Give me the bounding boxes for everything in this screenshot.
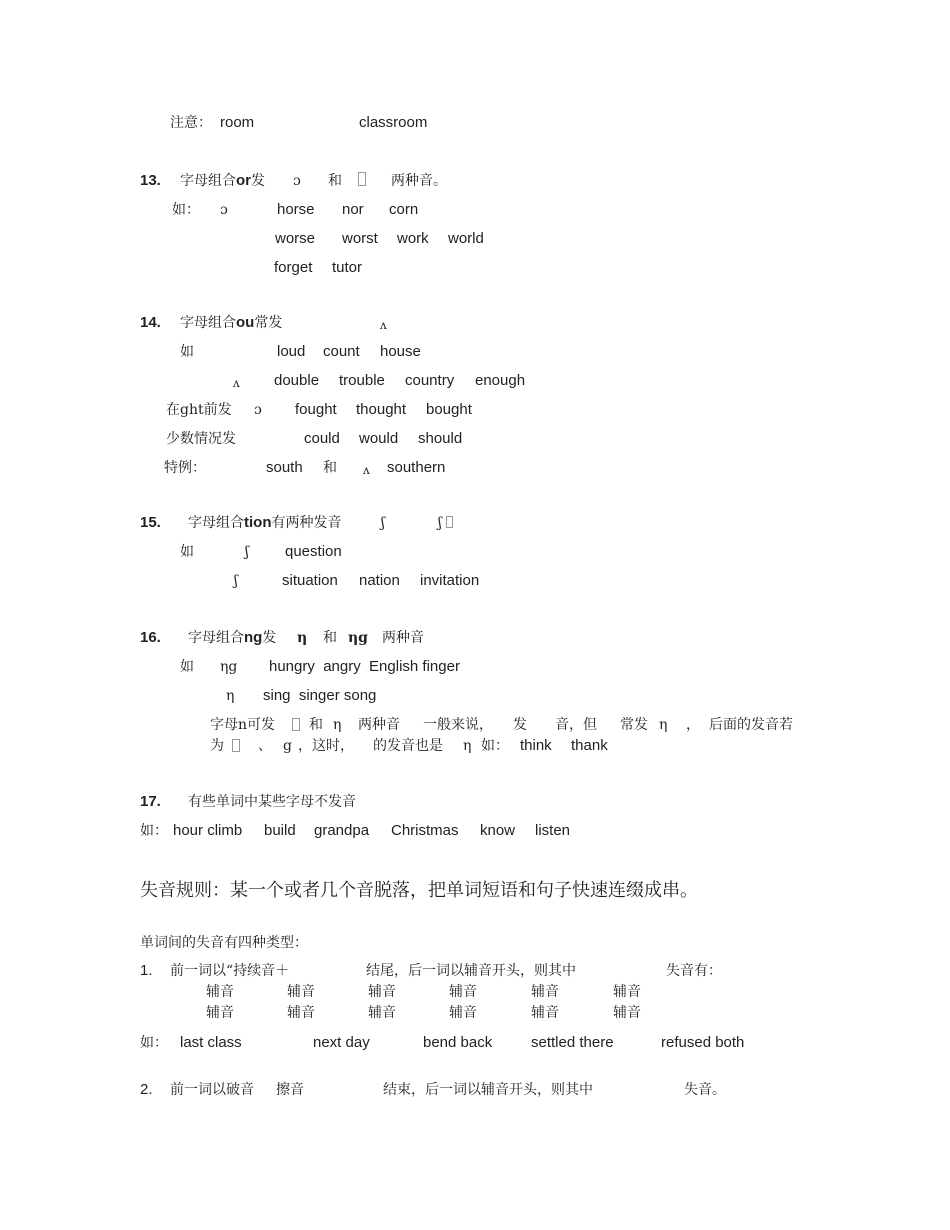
phonetic-symbol: ʌ — [363, 463, 370, 477]
example-label: 如： — [172, 202, 200, 218]
phonetic-symbol: η — [463, 738, 472, 754]
example-word: thank — [571, 737, 608, 754]
section-number: 13. — [140, 172, 161, 189]
note-fragment: ，这时， — [298, 738, 354, 754]
consonant-label: 辅音 — [613, 1005, 641, 1021]
example-word: nation — [359, 572, 400, 589]
rule-label: 特例： — [164, 460, 206, 476]
example-word: country — [405, 372, 455, 389]
and-text: 和 — [323, 460, 337, 476]
example-phrase: next day — [313, 1034, 370, 1051]
phonetic-symbol: ʃ — [438, 515, 442, 531]
note-line: 字母n可发 — [210, 717, 276, 733]
missing-glyph-icon — [446, 516, 453, 528]
note-word: room — [220, 114, 255, 131]
section-number: 17. — [140, 793, 161, 810]
example-word: worst — [342, 230, 378, 247]
example-word: loud — [277, 343, 306, 360]
section-heading-end: 两种音 — [382, 630, 424, 646]
rule-label: 在ght前发 — [166, 402, 232, 418]
example-word: know — [480, 822, 516, 839]
example-word: grandpa — [314, 822, 370, 839]
section-number: 14. — [140, 314, 161, 331]
example-word: think — [520, 737, 552, 754]
example-phrase: last class — [180, 1034, 242, 1051]
section-number: 15. — [140, 514, 161, 531]
example-word: enough — [475, 372, 526, 389]
missing-glyph-icon — [292, 718, 300, 731]
example-label: 如 — [180, 659, 194, 675]
example-label: 如 — [180, 344, 194, 360]
consonant-label: 辅音 — [531, 984, 559, 1000]
section-heading: 字母组合ou常发 — [180, 314, 283, 331]
example-word: situation — [282, 572, 338, 589]
example-word: tutor — [332, 259, 363, 276]
phonetic-symbol: ʌ — [233, 376, 240, 390]
example-word: could — [304, 430, 340, 447]
example-words: sing singer song — [263, 687, 377, 704]
consonant-label: 辅音 — [613, 984, 641, 1000]
note-fragment: 两种音 — [358, 717, 400, 733]
example-words: hungry angry English finger — [269, 658, 460, 675]
note-fragment: 为 — [210, 738, 224, 754]
consonant-label: 辅音 — [206, 984, 234, 1000]
example-word: listen — [535, 822, 571, 839]
example-phrase: refused both — [661, 1034, 745, 1051]
phonetic-symbol: ʃ — [381, 515, 385, 531]
rule-title: 失音规则：某一个或者几个音脱落，把单词短语和句子快速连缀成串。 — [140, 880, 698, 901]
example-word: would — [359, 430, 399, 447]
example-word: corn — [389, 201, 419, 218]
example-word: thought — [356, 401, 407, 418]
consonant-label: 辅音 — [206, 1005, 234, 1021]
note-word: classroom — [359, 114, 428, 131]
example-word: house — [380, 343, 421, 360]
phonetic-symbol: η — [226, 688, 235, 704]
phonetic-symbol: η — [333, 717, 342, 733]
note-fragment: 如： — [481, 738, 509, 754]
item-number: 1. — [140, 962, 153, 979]
phonetic-symbol: η — [659, 717, 668, 733]
example-word: worse — [275, 230, 316, 247]
and-text: 和 — [323, 630, 337, 646]
example-word: forget — [274, 259, 313, 276]
note-fragment: 后面的发音若 — [709, 717, 793, 733]
consonant-label: 辅音 — [287, 984, 315, 1000]
example-word: count — [323, 343, 360, 360]
section-heading: 字母组合ng发 — [188, 629, 277, 646]
consonant-label: 辅音 — [449, 984, 477, 1000]
types-title: 单词间的失音有四种类型： — [140, 935, 308, 951]
example-word: south — [266, 459, 303, 476]
and-text: 和 — [328, 173, 342, 189]
section-heading: 有些单词中某些字母不发音 — [188, 794, 356, 810]
rule-label: 少数情况发 — [166, 431, 236, 447]
item-text: 结尾，后一词以辅音开头，则其中 — [366, 963, 576, 979]
item-text: 前一词以“持续音＋ — [170, 963, 290, 979]
example-phrase: settled there — [531, 1034, 614, 1051]
phonetic-symbol: g — [283, 738, 292, 754]
example-word: fought — [295, 401, 337, 418]
note-fragment: ， — [686, 717, 700, 733]
consonant-label: 辅音 — [531, 1005, 559, 1021]
example-word: should — [418, 430, 463, 447]
example-word: Christmas — [391, 822, 459, 839]
consonant-label: 辅音 — [368, 1005, 396, 1021]
missing-glyph-icon — [358, 172, 366, 186]
example-label: 如： — [140, 1035, 168, 1051]
note-fragment: 、 — [258, 738, 272, 754]
phonetic-symbol: ʃ — [234, 573, 238, 589]
example-word: build — [264, 822, 296, 839]
phonetic-symbol: ʃ — [245, 544, 249, 560]
phonetic-symbol: ɔ — [254, 402, 262, 418]
example-label: 如 — [180, 544, 194, 560]
example-word: nor — [342, 201, 364, 218]
example-word: horse — [277, 201, 315, 218]
item-text: 结束，后一词以辅音开头，则其中 — [383, 1082, 593, 1098]
item-text: 擦音 — [276, 1082, 304, 1098]
example-word: hour climb — [173, 822, 243, 839]
consonant-label: 辅音 — [368, 984, 396, 1000]
example-word: work — [397, 230, 429, 247]
example-word: invitation — [420, 572, 480, 589]
item-number: 2. — [140, 1081, 153, 1098]
note-fragment: 和 — [309, 717, 323, 733]
item-text: 失音有： — [666, 963, 722, 979]
phonetic-symbol: η — [297, 630, 308, 646]
section-heading-end: 两种音。 — [391, 173, 447, 189]
note-label: 注意： — [170, 115, 212, 131]
phonetic-symbol: ʌ — [380, 318, 387, 332]
example-word: southern — [387, 459, 446, 476]
note-fragment: 常发 — [620, 717, 648, 733]
consonant-label: 辅音 — [449, 1005, 477, 1021]
example-label: 如： — [140, 823, 168, 839]
example-phrase: bend back — [423, 1034, 493, 1051]
note-fragment: 一般来说， — [423, 717, 493, 733]
example-word: trouble — [339, 372, 385, 389]
phonetic-symbol: ηg — [220, 659, 238, 675]
note-fragment: 发 — [513, 717, 527, 733]
item-text: 失音。 — [684, 1082, 726, 1098]
consonant-label: 辅音 — [287, 1005, 315, 1021]
missing-glyph-icon — [232, 739, 240, 752]
example-word: bought — [426, 401, 472, 418]
phonetic-symbol: ɔ — [220, 202, 228, 218]
phonetic-symbol: ηg — [348, 630, 368, 646]
phonetic-symbol: ɔ — [293, 173, 301, 189]
note-fragment: 的发音也是 — [373, 738, 443, 754]
example-word: double — [274, 372, 320, 389]
item-text: 前一词以破音 — [170, 1082, 254, 1098]
section-heading: 字母组合or发 — [180, 172, 265, 189]
note-fragment: 音，但 — [555, 717, 597, 733]
section-heading: 字母组合tion有两种发音 — [188, 514, 342, 531]
section-number: 16. — [140, 629, 161, 646]
example-word: question — [285, 543, 342, 560]
example-word: world — [448, 230, 484, 247]
